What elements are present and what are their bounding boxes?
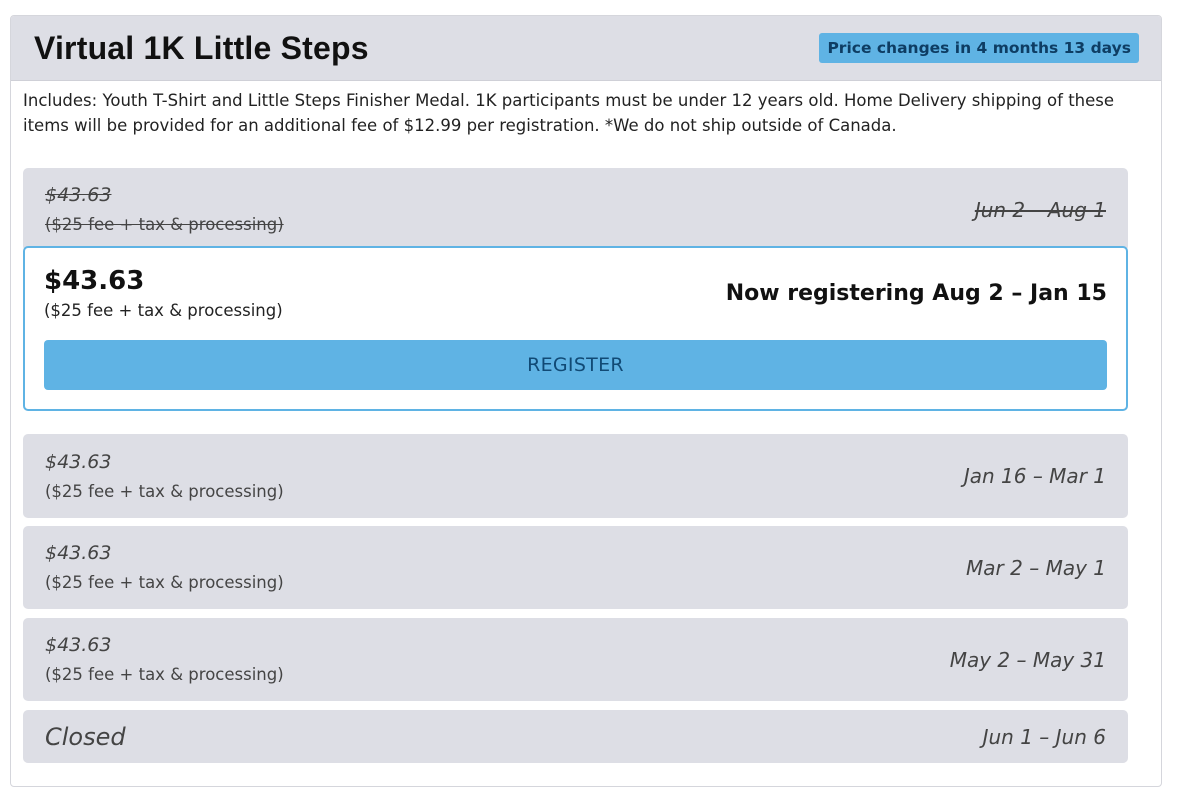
tier-dates: Jun 2 – Aug 1	[974, 197, 1106, 222]
price-change-badge: Price changes in 4 months 13 days	[819, 33, 1139, 63]
tier-dates: Jun 1 – Jun 6	[982, 724, 1106, 749]
tier-price-group	[45, 632, 284, 687]
tier-price-group	[45, 182, 284, 237]
card-header	[11, 16, 1161, 81]
tier-price: $43.63	[45, 450, 112, 473]
tier-price-group	[45, 540, 284, 595]
tier-price-group	[45, 449, 284, 504]
tier-fee: ($25 fee + tax & processing)	[45, 215, 284, 234]
tier-dates: May 2 – May 31	[949, 647, 1106, 672]
tier-dates: Jan 16 – Mar 1	[963, 464, 1106, 488]
tier-dates: Mar 2 – May 1	[966, 555, 1106, 580]
tier-price: $43.63	[45, 542, 112, 564]
current-tier-row	[44, 264, 1107, 323]
tier-price: $43.63	[45, 184, 112, 206]
event-title: Virtual 1K Little Steps	[34, 29, 369, 66]
price-tier-upcoming	[23, 434, 1128, 518]
tier-fee: ($25 fee + tax & processing)	[45, 481, 284, 501]
price-tier-upcoming	[23, 526, 1128, 609]
price-tier-closed	[23, 710, 1128, 763]
event-description: Includes: Youth T-Shirt and Little Steps Finisher Medal. 1K participants must be under 12 years old. Home Delivery shipping of these items will be provided for an additional fee of $12.99 per registration. *We do not ship outside of Canada.	[23, 91, 1115, 135]
price-tier-past	[23, 168, 1128, 251]
tier-price-group	[44, 264, 283, 323]
tier-price: $43.63	[45, 634, 112, 656]
price-tier-upcoming	[23, 618, 1128, 701]
tier-price: $43.63	[44, 266, 145, 296]
tier-fee: ($25 fee + tax & processing)	[45, 665, 284, 684]
register-button[interactable]: REGISTER	[44, 340, 1107, 390]
tier-fee: ($25 fee + tax & processing)	[44, 301, 283, 320]
tier-status: Closed	[45, 722, 126, 751]
price-tier-current	[23, 246, 1128, 411]
tier-fee: ($25 fee + tax & processing)	[45, 573, 284, 592]
tier-dates: Now registering Aug 2 – Jan 15	[725, 281, 1107, 306]
